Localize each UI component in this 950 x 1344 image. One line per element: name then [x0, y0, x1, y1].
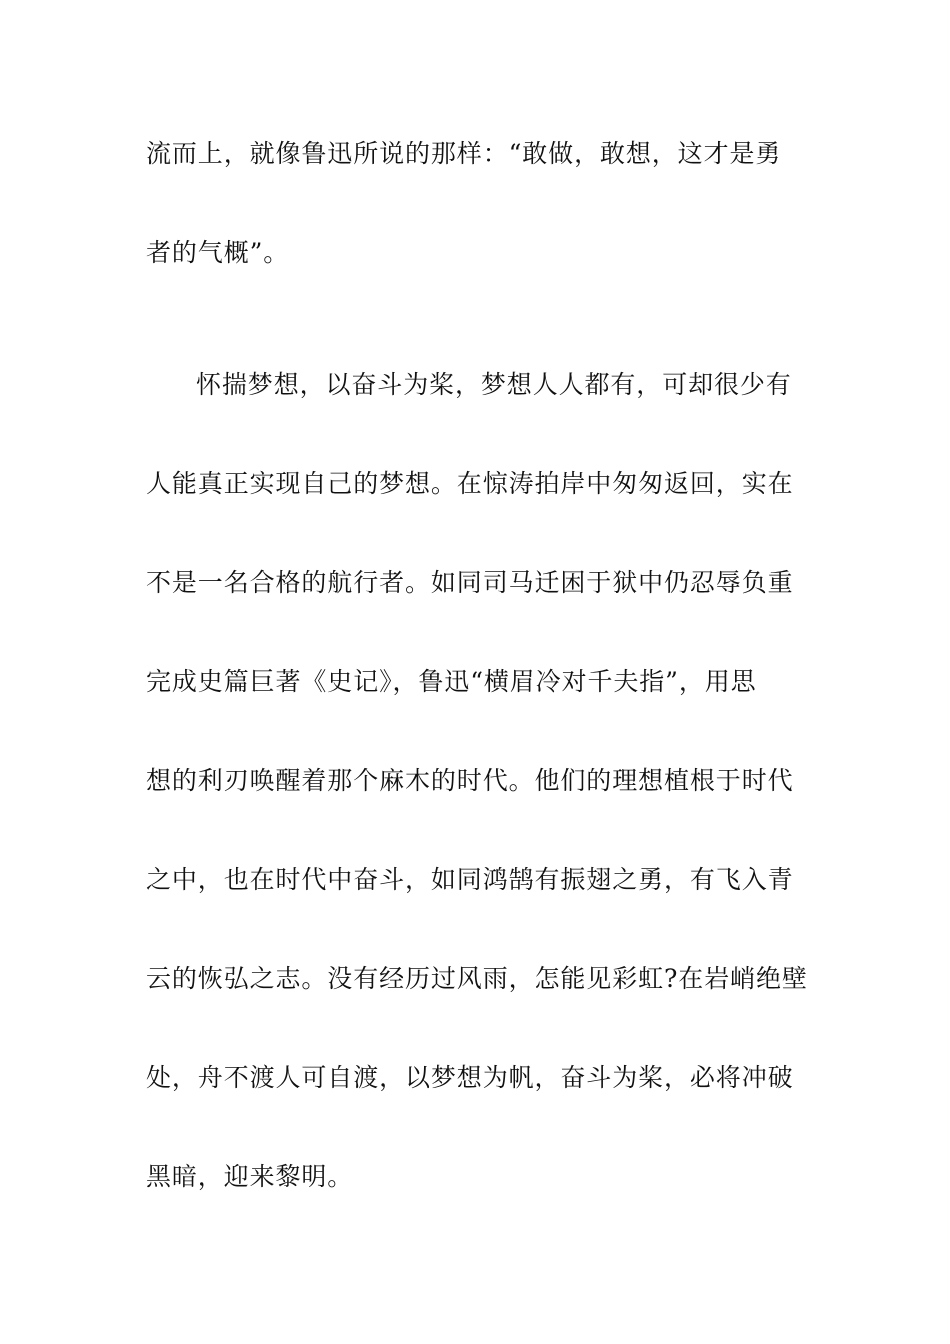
text-line: 人能真正实现自己的梦想。在惊涛拍岸中匆匆返回，实在	[146, 469, 794, 498]
text-line: 不是一名合格的航行者。如同司马迁困于狱中仍忍辱负重	[146, 568, 794, 597]
text-line: 之中，也在时代中奋斗，如同鸿鹄有振翅之勇，有飞入青	[146, 865, 794, 894]
text-line: 怀揣梦想，以奋斗为桨，梦想人人都有，可却很少有	[196, 370, 792, 399]
text-line: 完成史篇巨著《史记》，鲁迅“横眉冷对千夫指”，用思	[146, 667, 757, 696]
text-line: 者的气概”。	[146, 238, 290, 267]
text-line: 云的恢弘之志。没有经历过风雨，怎能见彩虹?在岩峭绝壁	[146, 964, 808, 993]
text-line: 想的利刃唤醒着那个麻木的时代。他们的理想植根于时代	[146, 766, 794, 795]
text-line: 处，舟不渡人可自渡，以梦想为帆，奋斗为桨，必将冲破	[146, 1063, 794, 1092]
text-line: 黑暗，迎来黎明。	[146, 1162, 354, 1191]
text-line: 流而上，就像鲁迅所说的那样：“敢做，敢想，这才是勇	[146, 139, 782, 168]
